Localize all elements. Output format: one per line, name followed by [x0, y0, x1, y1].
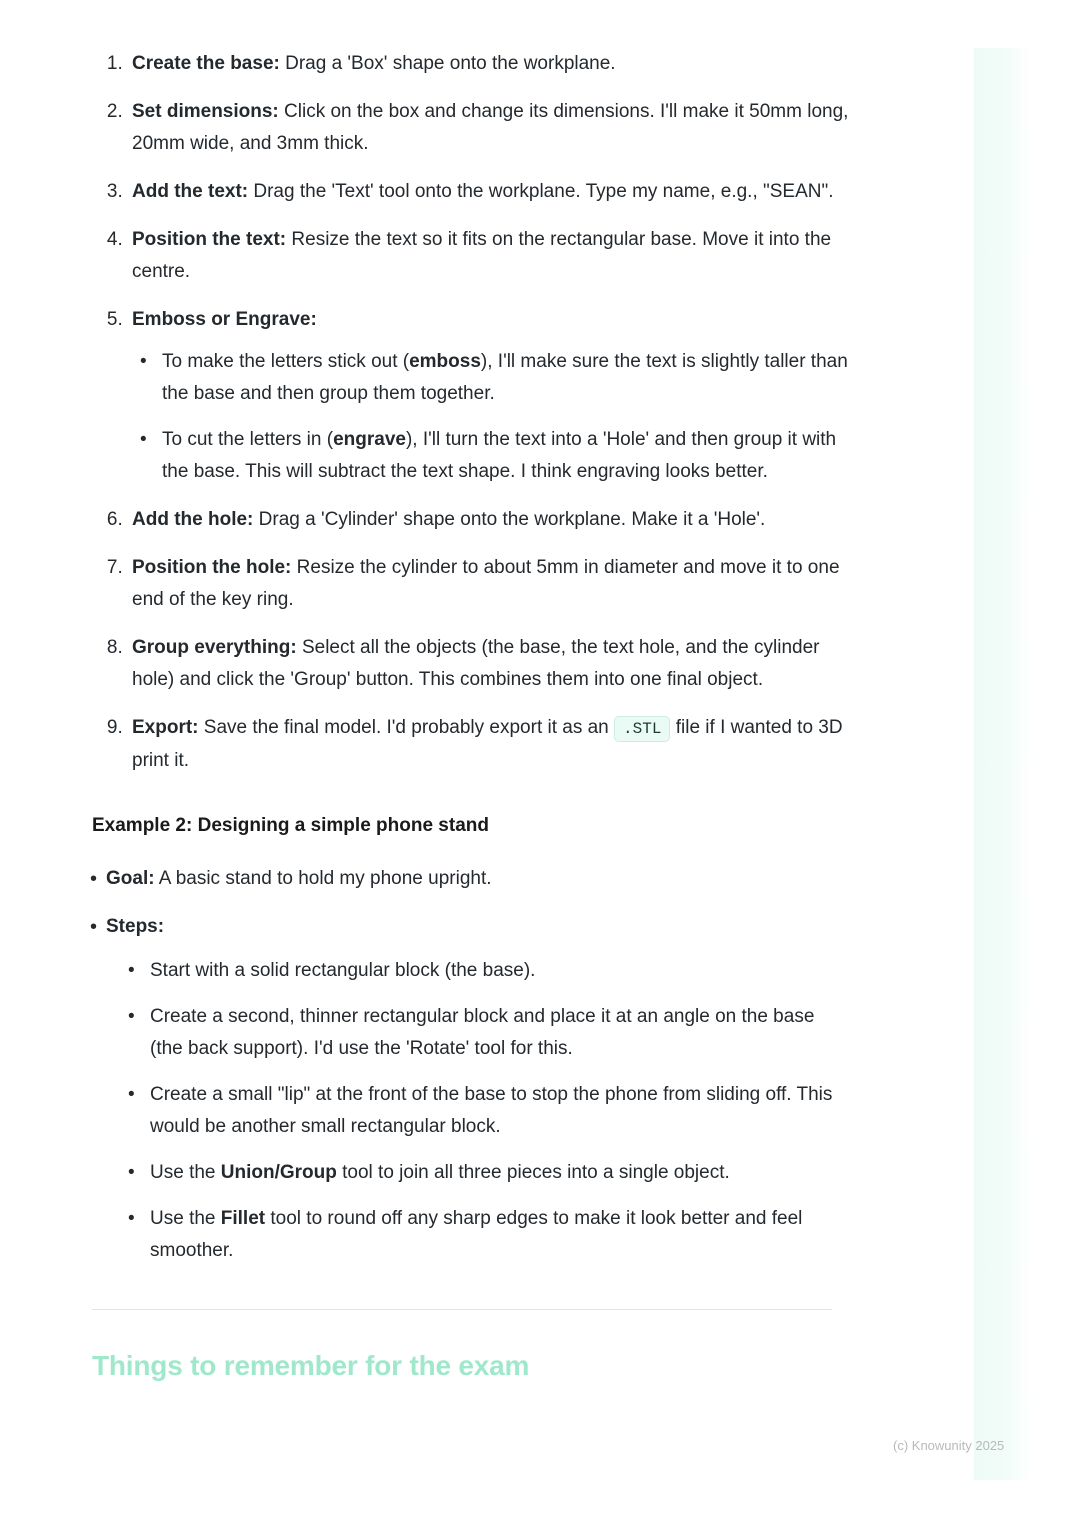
example-2-heading: Example 2: Designing a simple phone stand	[92, 815, 489, 836]
sub-text-pre: Use the	[150, 1208, 221, 1229]
sub-text-pre: Use the	[150, 1162, 221, 1183]
list-item	[162, 346, 852, 410]
step-text: Select all the objects (the base, the text hole, and the cylinder hole) and click the 'Group' button. This combines them into one final object.	[132, 637, 820, 690]
example-2-list	[92, 863, 852, 1267]
sub-text-pre: To make the letters stick out (	[162, 351, 410, 372]
sub-text-bold: emboss	[409, 351, 481, 372]
list-item	[106, 911, 852, 1267]
list-item	[150, 1203, 852, 1267]
list-item	[150, 955, 852, 987]
step-label: Add the hole:	[132, 509, 254, 530]
step-label: Position the text:	[132, 229, 287, 250]
emboss-engrave-sublist	[132, 346, 852, 488]
list-item	[128, 304, 852, 488]
sub-text-pre: Create a second, thinner rectangular block and place it at an angle on the base (the back support). I'd use the 'Rotate' tool for this.	[150, 1006, 815, 1059]
step-label: Group everything:	[132, 637, 297, 658]
list-item	[128, 224, 852, 288]
list-item	[128, 48, 852, 80]
list-item	[128, 96, 852, 160]
document-content	[92, 48, 852, 1386]
sub-text-bold: Fillet	[220, 1208, 266, 1229]
copyright-footer: (c) Knowunity 2025	[893, 1438, 1005, 1453]
list-item	[128, 552, 852, 616]
step-text: Drag a 'Box' shape onto the workplane.	[279, 53, 616, 74]
exam-section-heading: Things to remember for the exam	[92, 1350, 530, 1381]
list-item	[162, 424, 852, 488]
step-label: Add the text:	[132, 181, 249, 202]
sub-text-post: tool to join all three pieces into a single object.	[336, 1162, 730, 1183]
goal-label: Goal:	[106, 868, 155, 889]
sub-text-pre: Create a small "lip" at the front of the base to stop the phone from sliding off. This would be another small rectangular block.	[150, 1084, 833, 1137]
step-text: Drag a 'Cylinder' shape onto the workplane. Make it a 'Hole'.	[253, 509, 766, 530]
step-text: Drag the 'Text' tool onto the workplane. Type my name, e.g., "SEAN".	[248, 181, 834, 202]
step-text-after-code: file if I wanted to 3D print it.	[132, 717, 843, 771]
stl-file-extension-code: .STL	[614, 716, 670, 742]
list-item	[106, 863, 852, 895]
step-label: Export:	[132, 717, 199, 738]
goal-text: A basic stand to hold my phone upright.	[154, 868, 492, 889]
sub-text-post: tool to round off any sharp edges to make it look better and feel smoother.	[150, 1208, 803, 1261]
sub-text-pre: To cut the letters in (	[162, 429, 334, 450]
section-divider	[92, 1309, 832, 1310]
step-text: Resize the cylinder to about 5mm in diameter and move it to one end of the key ring.	[132, 557, 840, 610]
step-label: Set dimensions:	[132, 101, 279, 122]
step-label: Position the hole:	[132, 557, 292, 578]
sub-text-bold: engrave	[333, 429, 406, 450]
sub-text-pre: Start with a solid rectangular block (the base).	[150, 960, 536, 981]
sub-text-bold: Union/Group	[220, 1162, 337, 1183]
list-item	[150, 1001, 852, 1065]
step-label: Create the base:	[132, 53, 280, 74]
sub-text-post: ), I'll make sure the text is slightly taller than the base and then group them together.	[162, 351, 848, 404]
list-item	[128, 632, 852, 696]
steps-label: Steps:	[106, 916, 165, 937]
page-side-accent-strip	[974, 48, 1032, 1480]
list-item	[128, 504, 852, 536]
step-text: Resize the text so it fits on the rectangular base. Move it into the centre.	[132, 229, 832, 282]
list-item	[150, 1157, 852, 1189]
keyring-steps-list	[92, 48, 852, 777]
list-item	[150, 1079, 852, 1143]
step-label: Emboss or Engrave:	[132, 309, 317, 330]
step-text-before-code: Save the final model. I'd probably export it as an	[198, 717, 615, 738]
list-item	[128, 176, 852, 208]
step-text: Click on the box and change its dimensions. I'll make it 50mm long, 20mm wide, and 3mm thick.	[132, 101, 849, 154]
sub-text-post: ), I'll turn the text into a 'Hole' and then group it with the base. This will subtract the text shape. I think engraving looks better.	[162, 429, 837, 482]
phone-stand-steps-sublist	[106, 955, 852, 1267]
list-item	[128, 712, 852, 777]
